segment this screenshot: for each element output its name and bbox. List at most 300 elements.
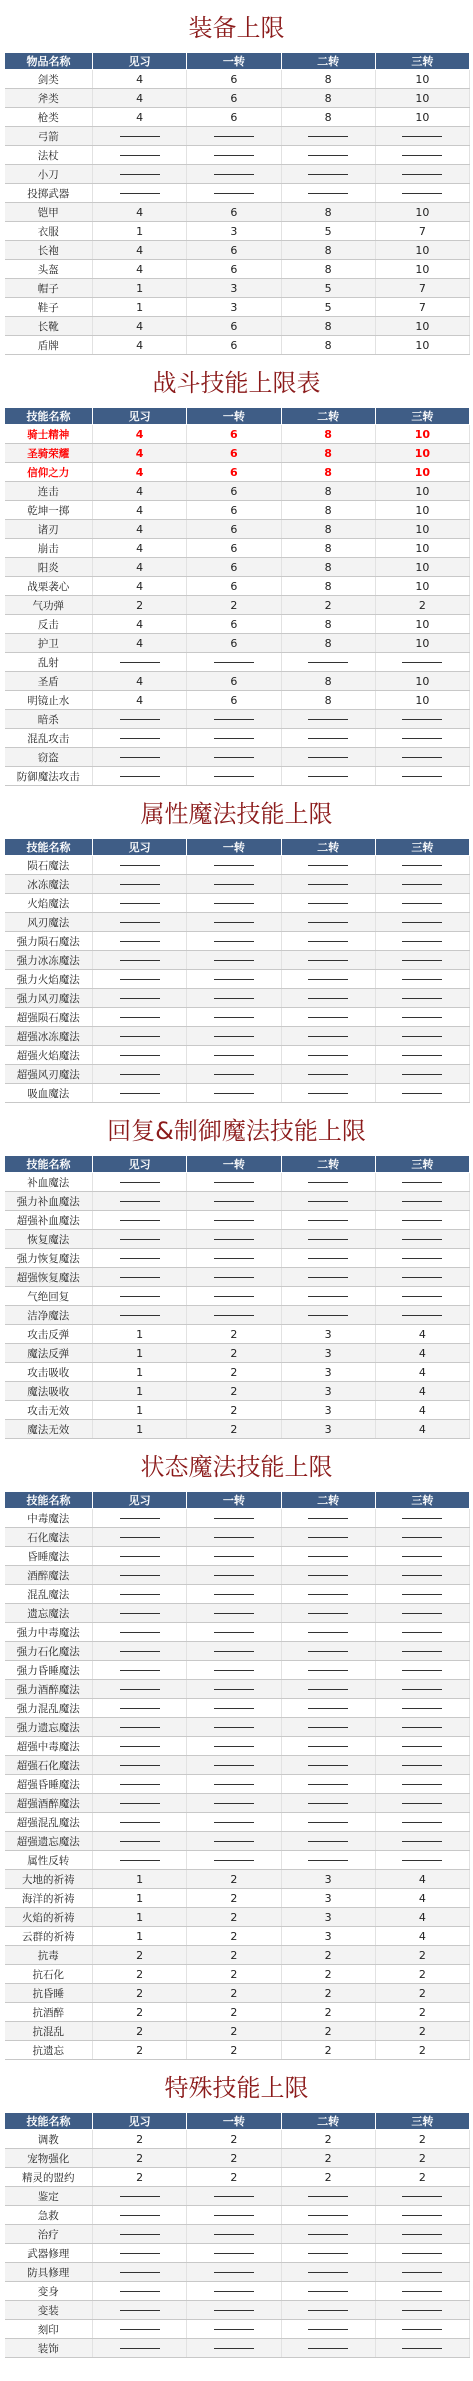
limit-value: 3 (281, 1363, 375, 1382)
table-row (5, 539, 470, 558)
dash-line (308, 1860, 348, 1861)
table-row (5, 615, 470, 634)
table-row (5, 1908, 470, 1927)
limit-value: 3 (281, 1325, 375, 1344)
dash-line (308, 1518, 348, 1519)
empty-value (375, 1794, 469, 1813)
limit-value: 6 (187, 336, 281, 355)
skill-name: 诸刃 (5, 520, 93, 539)
section-5 (0, 2060, 473, 2358)
dash-line (120, 960, 160, 961)
empty-value (281, 1509, 375, 1528)
limit-value: 2 (375, 1946, 469, 1965)
table-row (5, 203, 470, 222)
limit-value: 10 (375, 520, 469, 539)
dash-line (120, 136, 160, 137)
dash-line (308, 719, 348, 720)
table-row (5, 1984, 470, 2003)
dash-line (402, 1093, 442, 1094)
dash-line (214, 960, 254, 961)
skill-name: 气功弹 (5, 596, 93, 615)
limit-value: 2 (93, 1946, 187, 1965)
limit-value: 6 (187, 691, 281, 710)
table-row (5, 2003, 470, 2022)
skill-name: 混乱攻击 (5, 729, 93, 748)
limit-table (4, 2112, 470, 2358)
empty-value (93, 1851, 187, 1870)
limit-value: 2 (93, 2149, 187, 2168)
empty-value (187, 1604, 281, 1623)
skill-name: 装饰 (5, 2339, 93, 2358)
empty-value (281, 1718, 375, 1737)
limit-value: 6 (187, 482, 281, 501)
limit-value: 2 (187, 1908, 281, 1927)
table-row (5, 425, 470, 444)
dash-line (214, 1746, 254, 1747)
column-header: 见习 (93, 1492, 187, 1509)
column-header: 技能名称 (5, 1492, 93, 1509)
empty-value (93, 1604, 187, 1623)
empty-value (187, 1287, 281, 1306)
dash-line (120, 1670, 160, 1671)
limit-value: 4 (93, 672, 187, 691)
dash-line (120, 1296, 160, 1297)
dash-line (214, 1093, 254, 1094)
dash-line (402, 2215, 442, 2216)
column-header: 三转 (375, 53, 469, 70)
empty-value (281, 1173, 375, 1192)
column-header: 三转 (375, 1156, 469, 1173)
skill-name: 超强中毒魔法 (5, 1737, 93, 1756)
limit-value: 7 (375, 279, 469, 298)
skill-name: 帽子 (5, 279, 93, 298)
table-row (5, 577, 470, 596)
dash-line (308, 1594, 348, 1595)
dash-line (214, 1296, 254, 1297)
empty-value (187, 1509, 281, 1528)
limit-value: 4 (93, 615, 187, 634)
table-header-row (5, 1156, 470, 1173)
empty-value (281, 1211, 375, 1230)
skill-name: 变装 (5, 2301, 93, 2320)
dash-line (120, 1277, 160, 1278)
dash-line (120, 174, 160, 175)
limit-value: 10 (375, 615, 469, 634)
empty-value (281, 1832, 375, 1851)
limit-value: 2 (375, 2149, 469, 2168)
dash-line (308, 998, 348, 999)
table-row (5, 2041, 470, 2060)
dash-line (402, 1315, 442, 1316)
dash-line (214, 1575, 254, 1576)
table-row (5, 70, 470, 89)
empty-value (187, 2301, 281, 2320)
limit-value: 6 (187, 89, 281, 108)
limit-value: 2 (375, 2022, 469, 2041)
empty-value (93, 2282, 187, 2301)
dash-line (402, 2272, 442, 2273)
dash-line (214, 738, 254, 739)
skill-name: 强力火焰魔法 (5, 970, 93, 989)
dash-line (402, 1239, 442, 1240)
table-row (5, 1813, 470, 1832)
limit-value: 8 (281, 501, 375, 520)
column-header: 一转 (187, 1492, 281, 1509)
dash-line (120, 1575, 160, 1576)
limit-value: 4 (93, 89, 187, 108)
limit-value: 4 (93, 577, 187, 596)
skill-name: 强力遗忘魔法 (5, 1718, 93, 1737)
empty-value (375, 2187, 469, 2206)
empty-value (281, 1813, 375, 1832)
dash-line (308, 1727, 348, 1728)
table-row (5, 1604, 470, 1623)
skill-name: 超强补血魔法 (5, 1211, 93, 1230)
limit-value: 2 (187, 1382, 281, 1401)
empty-value (375, 1585, 469, 1604)
limit-value: 8 (281, 520, 375, 539)
skill-name: 陨石魔法 (5, 856, 93, 875)
table-row (5, 127, 470, 146)
limit-value: 4 (93, 425, 187, 444)
limit-table (4, 1491, 470, 2060)
empty-value (281, 875, 375, 894)
table-row (5, 970, 470, 989)
column-header: 见习 (93, 408, 187, 425)
empty-value (187, 1813, 281, 1832)
column-header: 技能名称 (5, 2113, 93, 2130)
dash-line (120, 1182, 160, 1183)
dash-line (120, 884, 160, 885)
empty-value (375, 1680, 469, 1699)
column-header: 见习 (93, 1156, 187, 1173)
column-header: 技能名称 (5, 408, 93, 425)
empty-value (93, 184, 187, 203)
dash-line (402, 1055, 442, 1056)
limit-value: 8 (281, 615, 375, 634)
dash-line (308, 2234, 348, 2235)
dash-line (214, 1613, 254, 1614)
empty-value (187, 1084, 281, 1103)
empty-value (93, 1268, 187, 1287)
dash-line (120, 2291, 160, 2292)
limit-value: 2 (93, 1965, 187, 1984)
empty-value (375, 2225, 469, 2244)
empty-value (375, 913, 469, 932)
dash-line (402, 979, 442, 980)
column-header: 技能名称 (5, 1156, 93, 1173)
limit-value: 4 (93, 634, 187, 653)
dash-line (214, 155, 254, 156)
dash-line (308, 1220, 348, 1221)
skill-name: 战栗袭心 (5, 577, 93, 596)
dash-line (308, 1841, 348, 1842)
table-header-row (5, 2113, 470, 2130)
dash-line (308, 1689, 348, 1690)
dash-line (308, 1258, 348, 1259)
limit-value: 4 (375, 1325, 469, 1344)
empty-value (187, 2339, 281, 2358)
table-row (5, 1008, 470, 1027)
table-row (5, 1027, 470, 1046)
skill-name: 调教 (5, 2130, 93, 2149)
empty-value (375, 1211, 469, 1230)
dash-line (308, 1315, 348, 1316)
empty-value (93, 1661, 187, 1680)
dash-line (308, 174, 348, 175)
limit-value: 2 (281, 1965, 375, 1984)
empty-value (93, 1623, 187, 1642)
empty-value (93, 1737, 187, 1756)
column-header: 技能名称 (5, 839, 93, 856)
table-row (5, 989, 470, 1008)
dash-line (308, 2291, 348, 2292)
dash-line (214, 865, 254, 866)
dash-line (402, 1036, 442, 1037)
dash-line (120, 1689, 160, 1690)
dash-line (120, 1074, 160, 1075)
empty-value (281, 1287, 375, 1306)
dash-line (214, 998, 254, 999)
empty-value (93, 1027, 187, 1046)
empty-value (93, 1794, 187, 1813)
dash-line (120, 1201, 160, 1202)
skill-name: 风刃魔法 (5, 913, 93, 932)
empty-value (187, 989, 281, 1008)
empty-value (93, 767, 187, 786)
table-row (5, 165, 470, 184)
empty-value (375, 1173, 469, 1192)
dash-line (120, 1841, 160, 1842)
skill-name: 魔法无效 (5, 1420, 93, 1439)
empty-value (187, 184, 281, 203)
dash-line (402, 776, 442, 777)
empty-value (93, 932, 187, 951)
limit-value: 2 (187, 1363, 281, 1382)
limit-value: 1 (93, 1420, 187, 1439)
empty-value (375, 1230, 469, 1249)
dash-line (214, 1220, 254, 1221)
dash-line (402, 941, 442, 942)
dash-line (214, 2253, 254, 2254)
limit-value: 2 (93, 2168, 187, 2187)
limit-value: 2 (281, 2041, 375, 2060)
empty-value (281, 1249, 375, 1268)
skill-name: 急救 (5, 2206, 93, 2225)
dash-line (308, 1277, 348, 1278)
table-row (5, 1211, 470, 1230)
empty-value (375, 2282, 469, 2301)
empty-value (187, 951, 281, 970)
dash-line (402, 1613, 442, 1614)
dash-line (402, 998, 442, 999)
section-title: 状态魔法技能上限 (140, 1453, 333, 1481)
dash-line (120, 1239, 160, 1240)
section-1 (0, 355, 473, 786)
empty-value (93, 1680, 187, 1699)
skill-name: 盾牌 (5, 336, 93, 355)
skill-name: 骑士精神 (5, 425, 93, 444)
skill-name: 信仰之力 (5, 463, 93, 482)
empty-value (187, 970, 281, 989)
limit-value: 10 (375, 482, 469, 501)
section-2 (0, 786, 473, 1103)
empty-value (375, 875, 469, 894)
column-header: 一转 (187, 839, 281, 856)
skill-name: 冰冻魔法 (5, 875, 93, 894)
empty-value (187, 1211, 281, 1230)
dash-line (308, 662, 348, 663)
skill-name: 强力酒醉魔法 (5, 1680, 93, 1699)
limit-value: 10 (375, 577, 469, 596)
skill-name: 魔法反弹 (5, 1344, 93, 1363)
skill-name: 抗混乱 (5, 2022, 93, 2041)
table-row (5, 2301, 470, 2320)
section-0 (0, 0, 473, 355)
empty-value (187, 1192, 281, 1211)
empty-value (93, 127, 187, 146)
empty-value (187, 1832, 281, 1851)
dash-line (402, 1074, 442, 1075)
skill-name: 强力混乱魔法 (5, 1699, 93, 1718)
empty-value (281, 1065, 375, 1084)
dash-line (120, 1258, 160, 1259)
dash-line (120, 903, 160, 904)
dash-line (402, 1822, 442, 1823)
empty-value (281, 1661, 375, 1680)
skill-name: 攻击反弹 (5, 1325, 93, 1344)
skill-name: 吸血魔法 (5, 1084, 93, 1103)
table-row (5, 1794, 470, 1813)
empty-value (93, 2320, 187, 2339)
dash-line (402, 662, 442, 663)
dash-line (120, 1727, 160, 1728)
empty-value (375, 2263, 469, 2282)
dash-line (308, 757, 348, 758)
skill-name: 超强风刃魔法 (5, 1065, 93, 1084)
skill-name: 火焰魔法 (5, 894, 93, 913)
table-row (5, 1509, 470, 1528)
limit-value: 2 (375, 596, 469, 615)
skill-name: 武器修理 (5, 2244, 93, 2263)
table-row (5, 856, 470, 875)
table-row (5, 89, 470, 108)
skill-name: 防御魔法攻击 (5, 767, 93, 786)
empty-value (375, 729, 469, 748)
limit-value: 8 (281, 317, 375, 336)
empty-value (93, 989, 187, 1008)
empty-value (93, 875, 187, 894)
skill-name: 强力补血魔法 (5, 1192, 93, 1211)
limit-value: 6 (187, 501, 281, 520)
empty-value (375, 1775, 469, 1794)
dash-line (308, 1055, 348, 1056)
empty-value (93, 894, 187, 913)
limit-value: 3 (281, 1927, 375, 1946)
limit-value: 10 (375, 672, 469, 691)
dash-line (402, 1803, 442, 1804)
skill-name: 昏睡魔法 (5, 1547, 93, 1566)
dash-line (308, 1632, 348, 1633)
dash-line (214, 2234, 254, 2235)
limit-value: 1 (93, 222, 187, 241)
dash-line (120, 1765, 160, 1766)
empty-value (187, 1680, 281, 1699)
limit-value: 2 (187, 1984, 281, 2003)
limit-value: 4 (93, 241, 187, 260)
dash-line (308, 1803, 348, 1804)
empty-value (281, 1547, 375, 1566)
table-row (5, 1547, 470, 1566)
dash-line (402, 1708, 442, 1709)
limit-value: 6 (187, 260, 281, 279)
dash-line (120, 1803, 160, 1804)
skill-name: 刻印 (5, 2320, 93, 2339)
dash-line (214, 979, 254, 980)
empty-value (281, 2206, 375, 2225)
limit-value: 4 (93, 444, 187, 463)
empty-value (281, 2244, 375, 2263)
table-row (5, 894, 470, 913)
dash-line (120, 1632, 160, 1633)
empty-value (375, 894, 469, 913)
table-row (5, 913, 470, 932)
empty-value (375, 1306, 469, 1325)
skill-name: 强力恢复魔法 (5, 1249, 93, 1268)
dash-line (214, 1708, 254, 1709)
skill-name: 海洋的祈祷 (5, 1889, 93, 1908)
table-row (5, 1870, 470, 1889)
dash-line (214, 2272, 254, 2273)
table-row (5, 1946, 470, 1965)
skill-name: 恢复魔法 (5, 1230, 93, 1249)
table-row (5, 1832, 470, 1851)
dash-line (308, 960, 348, 961)
empty-value (187, 2263, 281, 2282)
limit-value: 4 (93, 70, 187, 89)
dash-line (308, 1537, 348, 1538)
skill-name: 连击 (5, 482, 93, 501)
dash-line (120, 1220, 160, 1221)
limit-value: 3 (281, 1401, 375, 1420)
skill-name: 弓箭 (5, 127, 93, 146)
dash-line (402, 1296, 442, 1297)
table-row (5, 767, 470, 786)
limit-value: 1 (93, 1908, 187, 1927)
empty-value (375, 1642, 469, 1661)
skill-name: 超强石化魔法 (5, 1756, 93, 1775)
table-row (5, 1756, 470, 1775)
table-row (5, 2263, 470, 2282)
dash-line (120, 941, 160, 942)
skill-name: 强力陨石魔法 (5, 932, 93, 951)
limit-value: 10 (375, 203, 469, 222)
section-title: 属性魔法技能上限 (140, 800, 333, 828)
dash-line (402, 1017, 442, 1018)
skill-name: 剑类 (5, 70, 93, 89)
limit-value: 2 (375, 2003, 469, 2022)
empty-value (281, 653, 375, 672)
dash-line (214, 2310, 254, 2311)
dash-line (402, 757, 442, 758)
dash-line (214, 1670, 254, 1671)
empty-value (375, 1604, 469, 1623)
skill-name: 抗毒 (5, 1946, 93, 1965)
empty-value (375, 165, 469, 184)
dash-line (308, 941, 348, 942)
dash-line (120, 719, 160, 720)
table-row (5, 241, 470, 260)
